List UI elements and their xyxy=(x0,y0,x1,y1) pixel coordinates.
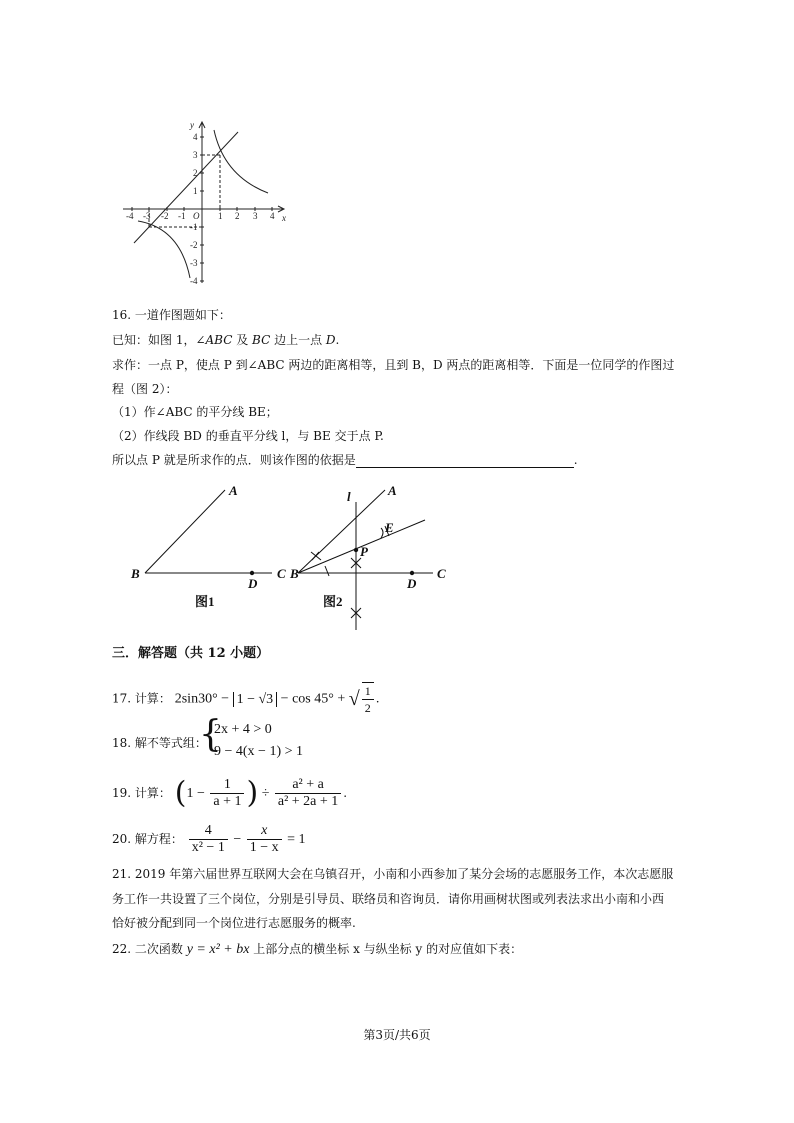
q17-end: . xyxy=(375,691,380,706)
q16-construct-cont: 程（图 2）： xyxy=(112,382,178,396)
fig2-label-E: E xyxy=(385,520,394,535)
figure-1 xyxy=(125,480,300,615)
q16-given-part: 已知：如图 1， xyxy=(112,333,196,347)
graph-origin-label: O xyxy=(193,211,200,221)
fig2-label-C: C xyxy=(437,566,446,581)
fig1-label-D: D xyxy=(248,576,258,591)
fig2-caption: 图2 xyxy=(323,594,343,609)
y-tick-label: 4 xyxy=(193,132,198,142)
q19-f1-den: a + 1 xyxy=(213,794,242,809)
q20-f2-den: 1 − x xyxy=(249,840,279,855)
y-tick-label: 1 xyxy=(193,186,198,196)
graph-x-label: x xyxy=(282,213,286,223)
q17-sqrt-num: 1 xyxy=(362,683,374,700)
graph-y-label: y xyxy=(190,120,194,130)
q21-line2: 务工作一共设置了三个岗位，分别是引导员、联络员和咨询员．请你用画树状图或列表法求出小南和小西 xyxy=(112,892,665,906)
x-tick-label: 2 xyxy=(235,211,240,221)
y-tick-label: -1 xyxy=(190,222,198,232)
fig2-label-P: P xyxy=(360,544,368,559)
q16-step2: （2）作线段 BD 的垂直平分线 l，与 BE 交于点 P. xyxy=(112,429,384,443)
q16-period: . xyxy=(573,453,578,467)
q16-given xyxy=(112,332,339,348)
point-P xyxy=(354,548,358,552)
q20 xyxy=(112,822,306,857)
y-tick-label: -4 xyxy=(190,276,198,286)
x-tick-label: 1 xyxy=(218,211,223,221)
fig1-label-A: A xyxy=(229,483,238,498)
q16-title: 16. 一道作图题如下： xyxy=(112,308,231,322)
q16-given-part: . xyxy=(335,333,340,347)
y-tick-label: -3 xyxy=(190,258,198,268)
q16-given-part: D xyxy=(325,333,336,347)
ray-BA xyxy=(298,490,385,573)
q16-given-part: 边上一点 xyxy=(270,333,326,347)
q22-suffix: 上部分点的横坐标 x 与纵坐标 y 的对应值如下表： xyxy=(249,942,523,956)
x-tick-label: -1 xyxy=(178,211,186,221)
q19-prefix: 19. 计算： xyxy=(112,786,171,800)
fig1-label-C: C xyxy=(277,566,286,581)
fig2-label-B: B xyxy=(290,566,299,581)
fig2-label-A: A xyxy=(388,483,397,498)
q17: 17. 计算： 2sin30° − 1 − √3 − cos 45° + √ $\frac{1}{2}$ . xyxy=(112,684,380,715)
q17-prefix: 17. 计算： xyxy=(112,691,171,706)
fig2-label-D: D xyxy=(407,576,417,591)
x-tick-label: 4 xyxy=(270,211,275,221)
q16-step1: （1）作∠ABC 的平分线 BE； xyxy=(112,405,278,419)
section-3-title: 三．解答题（共 12 小题） xyxy=(112,646,270,661)
page-number: 第3页/共6页 xyxy=(363,1028,431,1042)
x-tick-label: 3 xyxy=(253,211,258,221)
q18-row1: 2x + 4 > 0 xyxy=(214,722,272,737)
q20-rhs: = 1 xyxy=(283,832,306,847)
q18-prefix: 18. 解不等式组： xyxy=(112,736,207,750)
q16-conclusion-text: 所以点 P 就是所求作的点．则该作图的依据是 xyxy=(112,453,356,467)
figure-2 xyxy=(285,480,460,635)
x-tick-label: -3 xyxy=(143,211,151,221)
q19-end: . xyxy=(343,786,348,800)
q20-minus: − xyxy=(229,832,245,847)
y-tick-label: 3 xyxy=(193,150,198,160)
q21-line3: 恰好被分配到同一个岗位进行志愿服务的概率. xyxy=(112,916,356,930)
hyperbola-branch-left xyxy=(138,221,190,278)
q22 xyxy=(112,941,522,958)
y-tick-label: -2 xyxy=(190,240,198,250)
q20-f2-num: x xyxy=(247,823,282,840)
fig2-label-l: l xyxy=(347,489,351,504)
q16-construct: 求作：一点 P，使点 P 到∠ABC 两边的距离相等，且到 B，D 两点的距离相等．下面是一位同学的作图过 xyxy=(112,358,675,372)
q17-expr-a: 2sin30° − xyxy=(174,691,233,707)
q17-expr-b: − cos 45° + xyxy=(277,691,349,707)
q18-row2: 9 − 4(x − 1) > 1 xyxy=(214,744,304,759)
q17-abs: 1 − √3 xyxy=(233,692,278,707)
y-tick-label: 2 xyxy=(193,168,198,178)
q19-f1-num: 1 xyxy=(210,777,244,794)
fig1-label-B: B xyxy=(131,566,140,581)
q22-func: y = x² + bx xyxy=(186,942,250,957)
q19: 19. 计算： (1 − $\frac{1}{a + 1}$ ) ÷ $\frac{\text{a² + a}}{\text{a² + 2a + 1}}$ . xyxy=(112,775,348,811)
ray-BA xyxy=(145,490,225,573)
q16-given-part: ∠ABC xyxy=(195,333,233,347)
q19-one: 1 − xyxy=(186,786,209,801)
x-tick-label: -4 xyxy=(126,211,134,221)
point-D xyxy=(250,571,254,575)
fig1-caption: 图1 xyxy=(195,594,215,609)
q16-given-part: BC xyxy=(252,333,271,347)
hyperbola-branch-right xyxy=(214,130,268,193)
q19-f2-den: a² + 2a + 1 xyxy=(277,794,339,809)
q20-f1-den: x² − 1 xyxy=(191,840,225,855)
q17-sqrt-den: 2 xyxy=(364,701,371,715)
function-graph xyxy=(118,118,293,288)
q20-f1-num: 4 xyxy=(189,823,228,840)
q16-conclusion xyxy=(112,452,578,468)
q21-line1: 21. 2019 年第六届世界互联网大会在乌镇召开，小南和小西参加了某分会场的志愿服务工作，本次志愿服 xyxy=(112,867,674,881)
x-tick-label: -2 xyxy=(161,211,169,221)
linear-function-line xyxy=(134,132,238,243)
q22-prefix: 22. 二次函数 xyxy=(112,942,187,956)
q20-prefix: 20. 解方程： xyxy=(112,832,183,846)
point-D xyxy=(410,571,414,575)
q19-div: ÷ xyxy=(258,786,273,801)
answer-blank xyxy=(356,455,574,468)
q19-f2-num: a² + a xyxy=(275,777,341,794)
q16-given-part: 及 xyxy=(232,333,253,347)
